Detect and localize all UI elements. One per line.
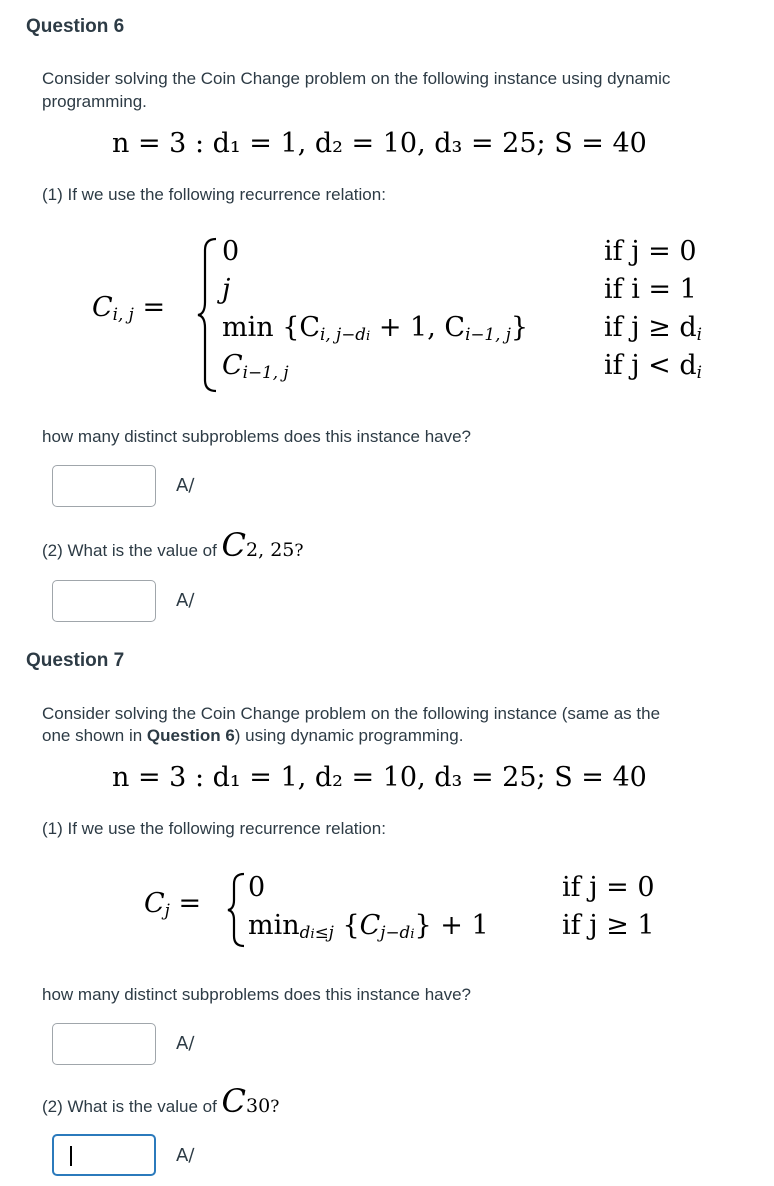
- q6-case-4: $C_{i-1, j}$: [222, 350, 289, 383]
- q6-part1-question: how many distinct subproblems does this instance have?: [42, 427, 472, 446]
- text-caret: [70, 1146, 72, 1166]
- question-7-title: Question 7: [26, 650, 125, 671]
- q6-condition-2: if i = 1: [604, 274, 697, 305]
- q6-recurrence-lhs: $C_{i, j}$ =: [92, 292, 166, 325]
- q7-condition-1: if j = 0: [562, 872, 655, 903]
- keyboard-math-icon[interactable]: A∕: [176, 1145, 195, 1166]
- q6-part1-prompt: (1) If we use the following recurrence relation:: [42, 185, 386, 204]
- q6-condition-1: if j = 0: [604, 236, 697, 267]
- q6-instance-equation: n = 3 : d₁ = 1, d₂ = 10, d₃ = 25; S = 40: [112, 128, 647, 159]
- q7-condition-2: if j ≥ 1: [562, 910, 655, 941]
- q7-recurrence-lhs: $C_j$ =: [144, 888, 202, 921]
- q6-left-brace: [196, 236, 220, 394]
- q6-intro-line1: Consider solving the Coin Change problem on the following instance using dynamic: [42, 69, 671, 88]
- q7-intro-line1: Consider solving the Coin Change problem on the following instance (same as the: [42, 704, 661, 723]
- q6-intro-line2: programming.: [42, 92, 147, 111]
- q7-part2-prompt: (2) What is the value of C30?: [42, 1082, 280, 1120]
- q6-condition-3: if $j \ge d_i$: [604, 312, 703, 345]
- keyboard-math-icon[interactable]: A∕: [176, 590, 195, 611]
- q7-intro-line2: one shown in Question 6) using dynamic programming.: [42, 726, 464, 745]
- q7-case-1: 0: [248, 872, 266, 903]
- q6-case-3: $\min \{C_{i, j-di} + 1$, $C_{i-1, j}$}: [222, 312, 529, 345]
- question-6-title: Question 6: [26, 16, 125, 37]
- q7-case-2: $\min_{di\le j} \{C_{j-di}\} + 1$: [248, 910, 489, 943]
- q6-condition-4: if $j < d_i$: [604, 350, 703, 383]
- q7-answer-2-input[interactable]: [52, 1134, 156, 1176]
- q7-instance-equation: n = 3 : d₁ = 1, d₂ = 10, d₃ = 25; S = 40: [112, 762, 647, 793]
- q6-case-2: j: [222, 274, 231, 305]
- q6-answer-2-input[interactable]: [52, 580, 156, 622]
- q6-answer-1-input[interactable]: [52, 465, 156, 507]
- q7-left-brace: [226, 872, 248, 948]
- keyboard-math-icon[interactable]: A∕: [176, 1033, 195, 1054]
- keyboard-math-icon[interactable]: A∕: [176, 475, 195, 496]
- q7-part1-prompt: (1) If we use the following recurrence relation:: [42, 819, 386, 838]
- q6-case-1: 0: [222, 236, 240, 267]
- q6-part2-prompt: (2) What is the value of C2, 25?: [42, 526, 304, 564]
- q7-answer-1-input[interactable]: [52, 1023, 156, 1065]
- q7-part1-question: how many distinct subproblems does this instance have?: [42, 985, 472, 1004]
